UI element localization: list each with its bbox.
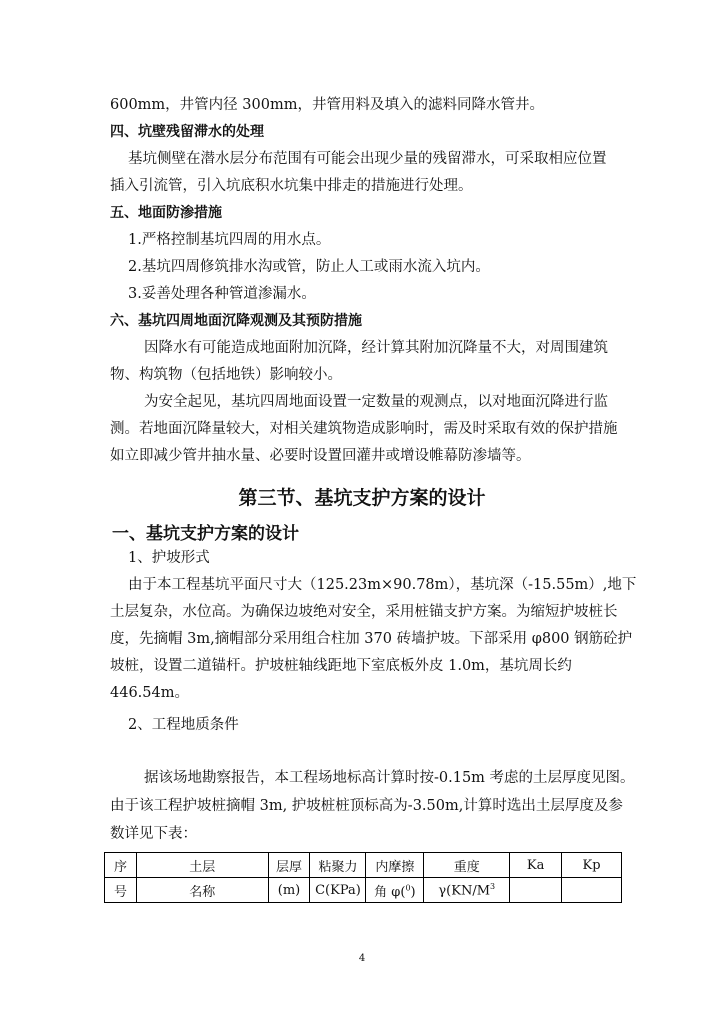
body-text: 插入引流管，引入坑底积水坑集中排走的措施进行处理。 (110, 178, 473, 194)
cell-text: γ(KN/M (438, 883, 491, 899)
table-cell (510, 878, 562, 903)
body-text: 测。若地面沉降量较大，对相关建筑物造成影响时，需及时采取有效的保护措施 (110, 421, 618, 437)
table-cell: 粘聚力 (310, 853, 366, 878)
body-text: 基坑侧壁在潜水层分布范围有可能会出现少量的残留滞水，可采取相应位置 (128, 151, 607, 167)
table-cell: (m) (268, 878, 310, 903)
item-heading: 1、护坡形式 (128, 550, 210, 566)
table-cell (366, 878, 424, 903)
body-text: 因降水有可能造成地面附加沉降，经计算其附加沉降量不大，对周围建筑 (144, 340, 608, 356)
heading-5: 五、地面防渗措施 (110, 205, 222, 221)
body-text: 由于该工程护坡桩摘帽 3m, 护坡桩桩顶标高为-3.50m,计算时选出土层厚度及参 (110, 798, 623, 814)
body-text: 物、构筑物（包括地铁）影响较小。 (110, 367, 342, 383)
table-cell: 层厚 (268, 853, 310, 878)
list-item: 1.严格控制基坑四周的用水点。 (128, 232, 331, 248)
list-item: 2.基坑四周修筑排水沟或管，防止人工或雨水流入坑内。 (128, 259, 490, 275)
body-text: 由于本工程基坑平面尺寸大（125.23m×90.78m），基坑深（-15.55m）,地下 (128, 577, 637, 593)
table-header-row (105, 853, 622, 878)
superscript: 3 (490, 881, 496, 891)
table-cell: C(KPa) (310, 878, 366, 903)
cell-text: ) (410, 884, 416, 900)
table-cell (562, 878, 622, 903)
page-number: 4 (358, 953, 366, 964)
body-text: 度，先摘帽 3m,摘帽部分采用组合柱加 370 砖墙护坡。下部采用 φ800 钢筋砼护 (110, 631, 633, 647)
body-text: 如立即减少管井抽水量、必要时设置回灌井或增设帷幕防渗墙等。 (110, 448, 531, 464)
cell-text: 角 φ( (374, 884, 406, 900)
table-cell: 内摩擦 (366, 853, 424, 878)
body-text: 446.54m。 (110, 685, 189, 701)
table-cell: 序 (105, 853, 137, 878)
heading-6: 六、基坑四周地面沉降观测及其预防措施 (110, 313, 362, 329)
list-item: 3.妥善处理各种管道渗漏水。 (128, 286, 316, 302)
body-text: 为安全起见，基坑四周地面设置一定数量的观测点，以对地面沉降进行监 (144, 394, 608, 410)
body-text: 600mm，井管内径 300mm，井管用料及填入的滤料同降水管井。 (110, 97, 544, 113)
table-cell: 号 (105, 878, 137, 903)
table-cell: 土层 (136, 853, 268, 878)
heading-4: 四、坑壁残留滞水的处理 (110, 124, 264, 140)
item-heading: 2、工程地质条件 (128, 717, 239, 733)
table-header-row (105, 878, 622, 903)
table-cell: 重度 (424, 853, 510, 878)
table-cell: 名称 (136, 878, 268, 903)
subsection-heading: 一、基坑支护方案的设计 (112, 524, 299, 544)
superscript: 0 (405, 883, 411, 893)
table-cell: Kp (562, 853, 622, 878)
table-cell (424, 878, 510, 903)
body-text: 土层复杂，水位高。为确保边坡绝对安全，采用桩锚支护方案。为缩短护坡桩长 (110, 604, 618, 620)
soil-parameters-table (104, 852, 622, 903)
body-text: 据该场地勘察报告，本工程场地标高计算时按-0.15m 考虑的土层厚度见图。 (144, 770, 635, 786)
table-cell: Ka (510, 853, 562, 878)
body-text: 数详见下表： (110, 826, 197, 842)
section-title: 第三节、基坑支护方案的设计 (238, 487, 486, 509)
body-text: 坡桩，设置二道锚杆。护坡桩轴线距地下室底板外皮 1.0m，基坑周长约 (110, 658, 572, 674)
